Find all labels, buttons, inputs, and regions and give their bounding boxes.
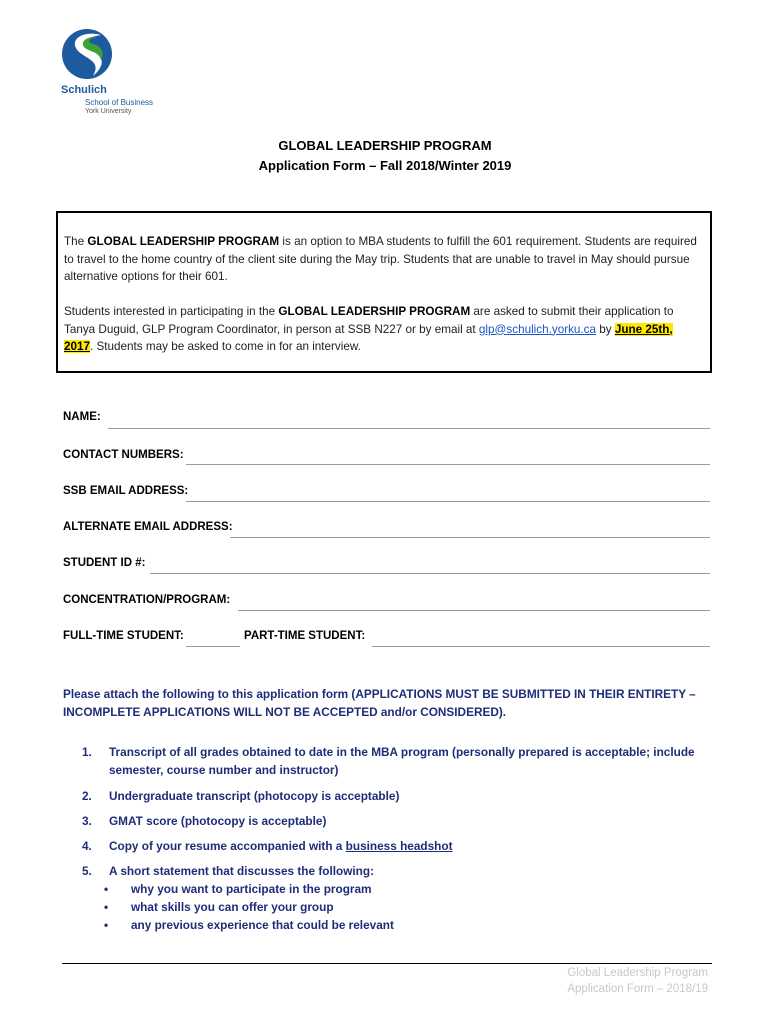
logo-school: School of Business — [85, 98, 154, 107]
student-id-field[interactable] — [150, 573, 710, 574]
info-box — [56, 211, 712, 373]
ssb-email-field[interactable] — [186, 501, 710, 502]
schulich-logo — [55, 26, 154, 118]
ssb-email-label: SSB EMAIL ADDRESS: — [63, 485, 189, 497]
logo-name: Schulich — [61, 84, 107, 96]
alternate-email-label: ALTERNATE EMAIL ADDRESS: — [63, 521, 233, 533]
logo-university: York University — [85, 108, 132, 115]
program-name-bold: GLOBAL LEADERSHIP PROGRAM — [87, 235, 280, 248]
form-title: Application Form – Fall 2018/Winter 2019 — [258, 158, 512, 173]
schulich-s-emblem-icon — [61, 26, 113, 82]
program-title: GLOBAL LEADERSHIP PROGRAM — [278, 138, 492, 153]
footer-line-2: Application Form – 2018/19 — [567, 983, 708, 995]
footer-line-1: Global Leadership Program — [567, 967, 708, 979]
bullet-icon: • — [104, 918, 109, 932]
contact-numbers-field[interactable] — [186, 464, 710, 465]
name-label: NAME: — [63, 411, 101, 423]
part-time-label: PART-TIME STUDENT: — [244, 630, 366, 642]
deadline-highlight: June 25th, 2017 — [64, 322, 673, 354]
info-paragraph-2: Students interested in participating in the GLOBAL LEADERSHIP PROGRAM are asked to submit their application to Tanya Duguid, GLP Program Coordinator, in person at SSB N227 or by email at glp@schulich.yorku.ca by June 25th, 2017. Students may be asked to come in for an interview. — [64, 305, 674, 354]
bullet-icon: • — [104, 900, 109, 914]
part-time-field[interactable] — [372, 646, 710, 647]
full-time-label: FULL-TIME STUDENT: — [63, 630, 184, 642]
name-field[interactable] — [108, 428, 710, 429]
alternate-email-field[interactable] — [230, 537, 710, 538]
program-name-bold: GLOBAL LEADERSHIP PROGRAM — [278, 305, 471, 318]
full-time-field[interactable] — [186, 646, 240, 647]
info-paragraph-1: The GLOBAL LEADERSHIP PROGRAM is an option to MBA students to fulfill the 601 requirement. Students are required to travel to the home country of the client site during the May trip. Students that are unable to travel in May should pursue alternative options for their 601. — [64, 235, 697, 284]
student-id-label: STUDENT ID #: — [63, 557, 146, 569]
business-headshot-link[interactable]: business headshot — [345, 839, 453, 853]
footer-divider — [62, 963, 712, 964]
attachment-instructions: Please attach the following to this application form (APPLICATIONS MUST BE SUBMITTED IN THEIR ENTIRETY – INCOMPLETE APPLICATIONS WILL NOT BE ACCEPTED and/or CONSIDERED). — [63, 687, 696, 719]
email-link[interactable]: glp@schulich.yorku.ca — [478, 322, 597, 336]
concentration-label: CONCENTRATION/PROGRAM: — [63, 594, 231, 606]
bullet-icon: • — [104, 882, 109, 896]
concentration-field[interactable] — [238, 610, 710, 611]
contact-numbers-label: CONTACT NUMBERS: — [63, 449, 184, 461]
